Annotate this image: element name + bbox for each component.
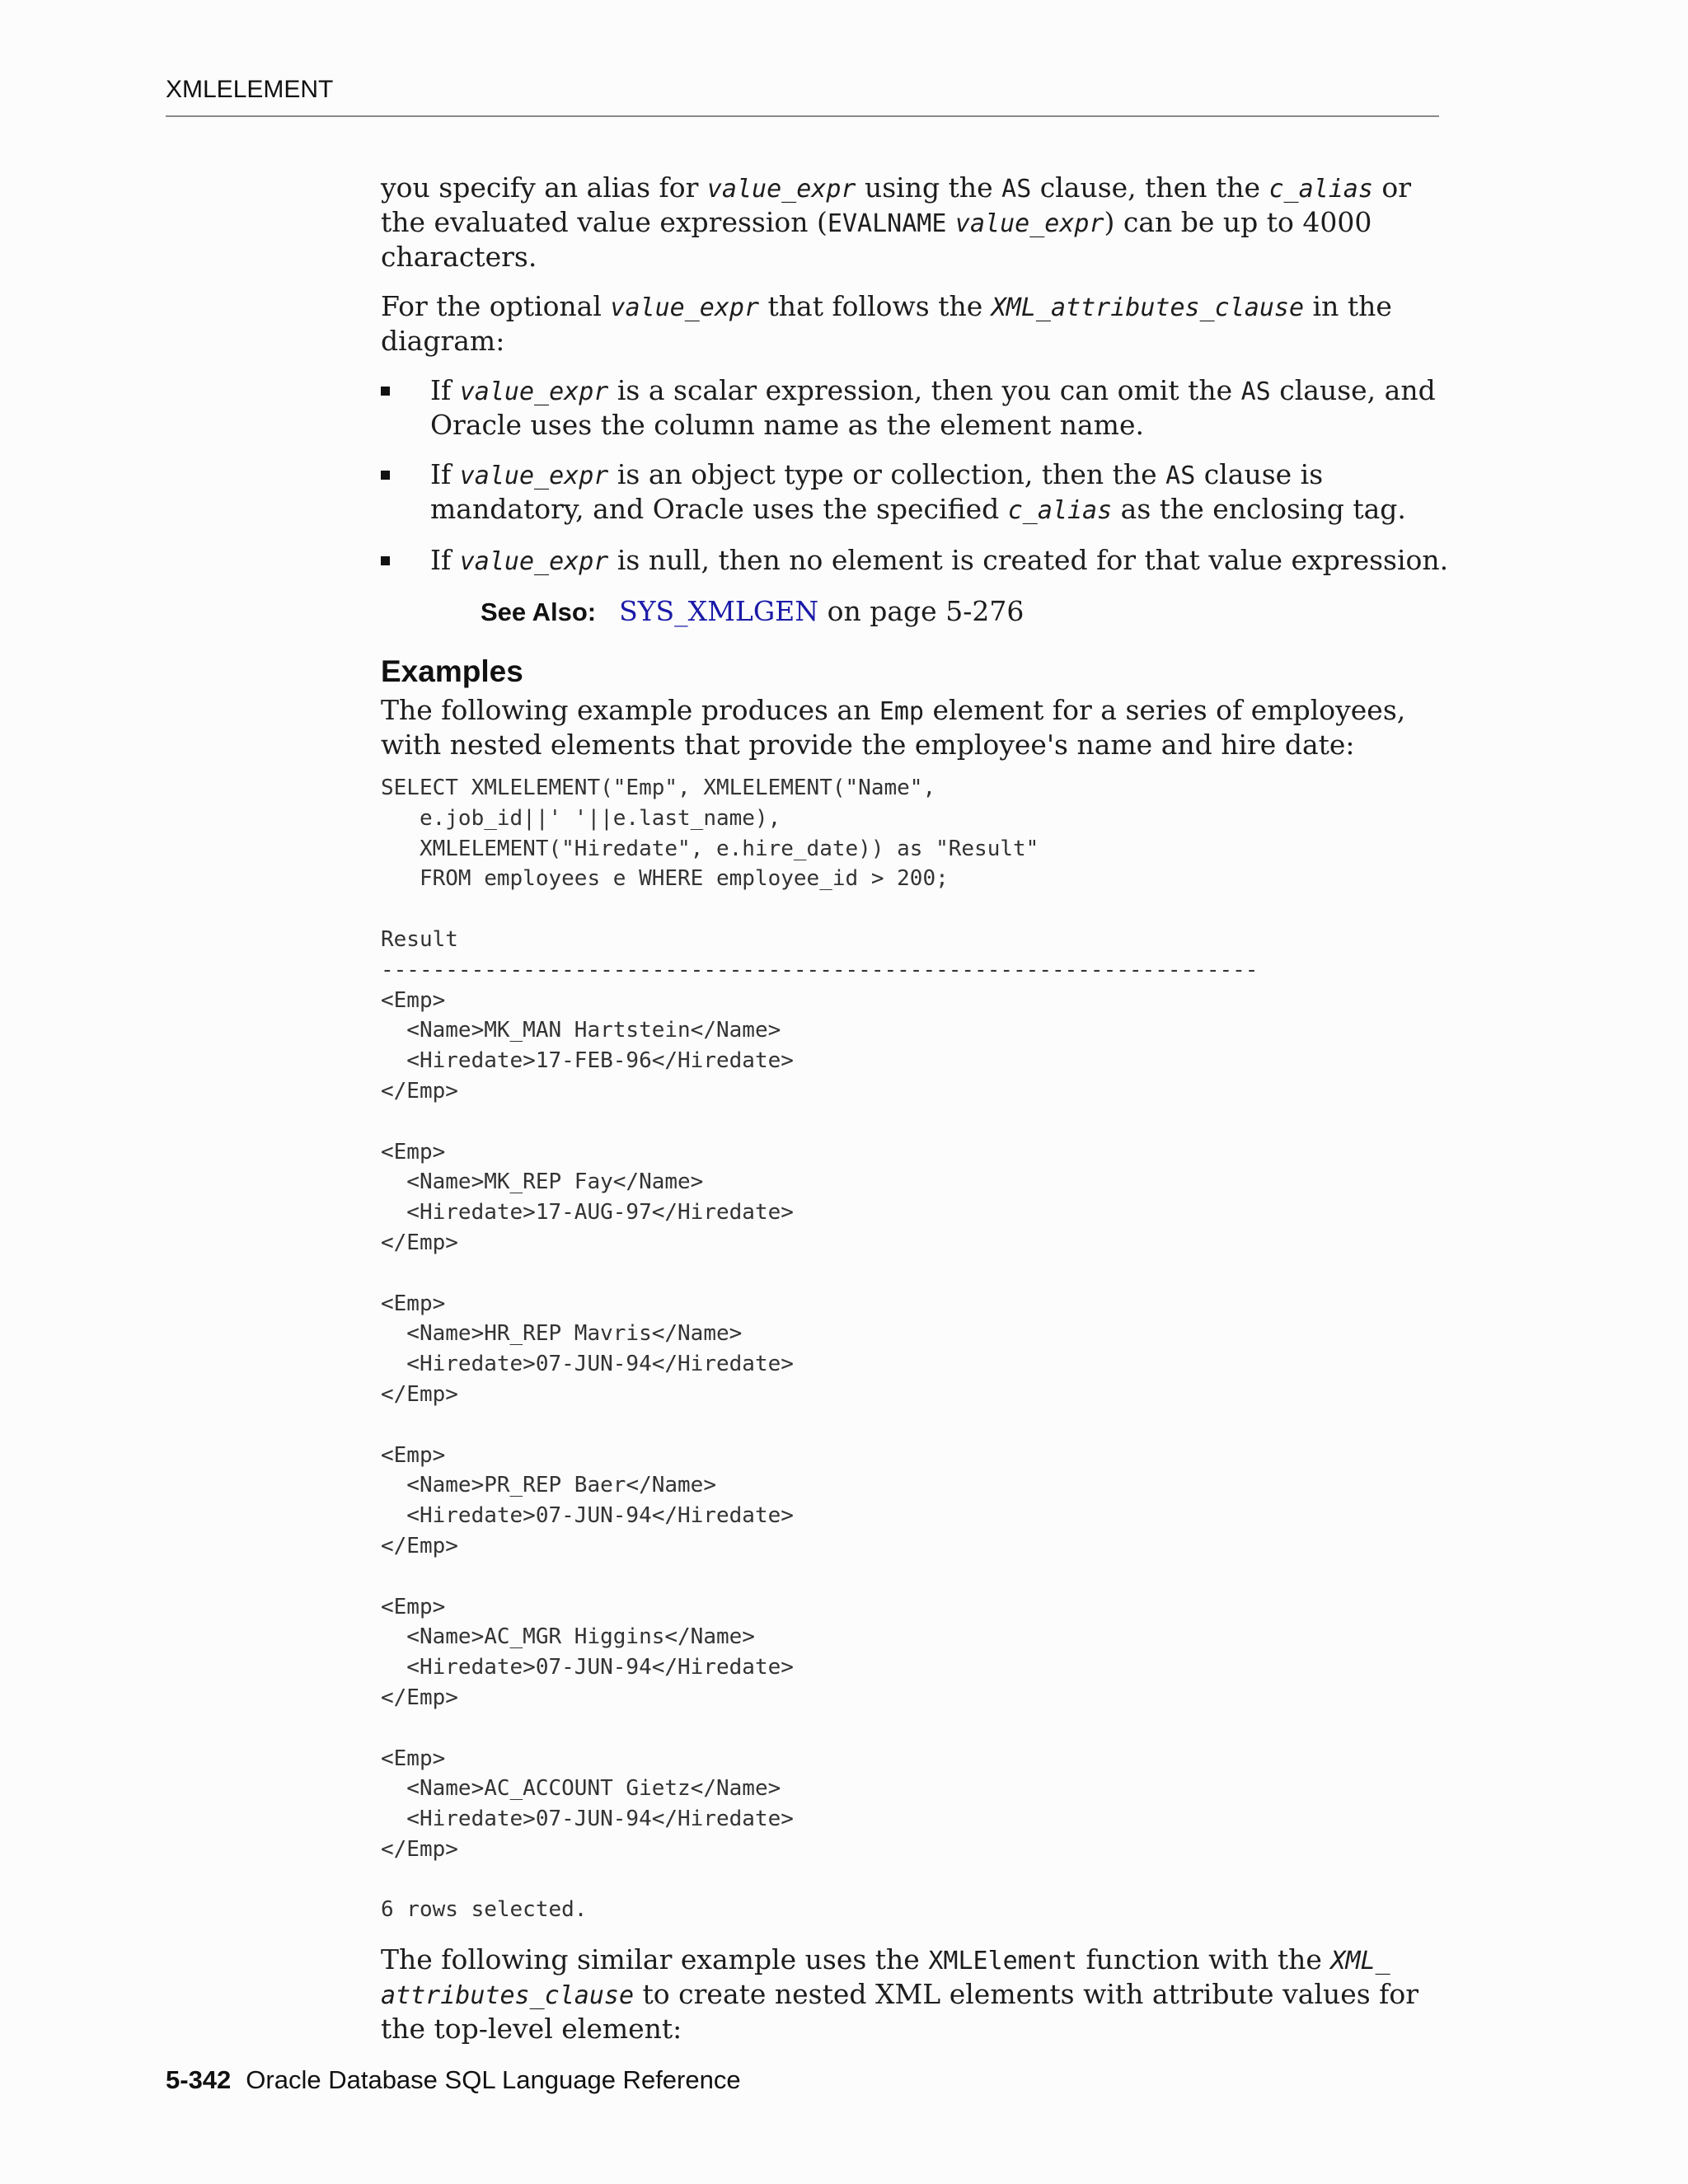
- see-also-suffix: on page 5-276: [818, 595, 1025, 627]
- text: as the enclosing tag.: [1112, 493, 1406, 525]
- text: you specify an alias for: [381, 171, 707, 204]
- code-term: value_expr: [459, 377, 609, 406]
- text: to create nested XML elements with attribute values for the top-level element:: [381, 1978, 1419, 2046]
- text: or the evaluated value expression (: [381, 171, 1412, 238]
- code-term: AS: [1165, 462, 1196, 490]
- header-rule: [166, 115, 1439, 117]
- list-item: [381, 458, 1452, 527]
- code-term: EVALNAME: [827, 209, 947, 238]
- text: is null, then no element is created for that value expression.: [608, 544, 1449, 576]
- code-term: value_expr: [610, 293, 760, 322]
- see-also-link[interactable]: SYS_XMLGEN: [619, 595, 819, 627]
- text: clause, then the: [1031, 171, 1269, 204]
- code-term: c_alias: [1268, 175, 1373, 204]
- main-content: [381, 171, 1452, 2046]
- code-term: XML_: [1330, 1947, 1390, 1976]
- code-term: value_expr: [459, 462, 609, 490]
- bullet-square-icon: [381, 556, 390, 565]
- text: clause is mandatory, and Oracle uses the specified: [430, 458, 1324, 525]
- code-term: attributes_clause: [381, 1981, 635, 2011]
- section-heading: Examples: [381, 654, 523, 688]
- text: element for a series of employees, with nested elements that provide the employee's name and hire date:: [381, 694, 1406, 761]
- code-term: AS: [1240, 377, 1271, 406]
- code-term: XML_attributes_clause: [991, 293, 1305, 322]
- paragraph-followup: [381, 1943, 1452, 2046]
- paragraph-optional: [381, 290, 1452, 358]
- code-term: Emp: [879, 697, 924, 726]
- text: that follows the: [759, 290, 992, 322]
- text: If: [430, 374, 460, 406]
- paragraph-alias: [381, 171, 1452, 274]
- code-term: value_expr: [954, 209, 1104, 238]
- text: For the optional: [381, 290, 611, 322]
- code-block: SELECT XMLELEMENT("Emp", XMLELEMENT("Name", e.job_id||' '||e.last_name), XMLELEMENT("Hiredate", e.hire_date)) as "Result" FROM employees e WHERE employee_id > 200; Result -------------------------------------------------------------------- <Emp> <Name>MK_MAN Hartstein</Name> <Hiredate>17-FEB-96</Hiredate> </Emp> <Emp> <Name>MK_REP Fay</Name> <Hiredate>17-AUG-97</Hiredate> </Emp> <Emp> <Name>HR_REP Mavris</Name> <Hiredate>07-JUN-94</Hiredate> </Emp> <Emp> <Name>PR_REP Baer</Name> <Hiredate>07-JUN-94</Hiredate> </Emp> <Emp> <Name>AC_MGR Higgins</Name> <Hiredate>07-JUN-94</Hiredate> </Emp> <Emp> <Name>AC_ACCOUNT Gietz</Name> <Hiredate>07-JUN-94</Hiredate> </Emp> 6 rows selected.: [381, 776, 1259, 1923]
- text: function with the: [1076, 1943, 1331, 1976]
- code-term: c_alias: [1007, 496, 1113, 525]
- text: The following example produces an: [381, 694, 879, 726]
- code-term: value_expr: [706, 175, 856, 204]
- bullet-square-icon: [381, 471, 390, 480]
- page-footer: [166, 2065, 741, 2095]
- see-also-note: [481, 595, 1452, 628]
- code-term: XMLElement: [928, 1947, 1077, 1976]
- text: The following similar example uses the: [381, 1943, 929, 1976]
- text: If: [430, 544, 460, 576]
- running-header: XMLELEMENT: [166, 76, 334, 103]
- text: is a scalar expression, then you can omit the: [608, 374, 1241, 406]
- book-title: Oracle Database SQL Language Reference: [246, 2065, 741, 2094]
- text: is an object type or collection, then the: [608, 458, 1166, 490]
- bullet-list: [381, 374, 1452, 579]
- see-also-label: See Also:: [481, 598, 597, 626]
- text: using the: [856, 171, 1002, 204]
- text: If: [430, 458, 460, 490]
- code-term: AS: [1001, 175, 1032, 204]
- paragraph-intro: [381, 694, 1452, 762]
- page-number: 5-342: [166, 2065, 232, 2094]
- bullet-square-icon: [381, 387, 390, 396]
- text: ) can be up to 4000 characters.: [381, 206, 1372, 273]
- list-item: [381, 374, 1452, 442]
- text: clause, and Oracle uses the column name as the element name.: [430, 374, 1436, 441]
- text: in the diagram:: [381, 290, 1392, 357]
- code-term: value_expr: [459, 547, 609, 576]
- list-item: [381, 544, 1452, 579]
